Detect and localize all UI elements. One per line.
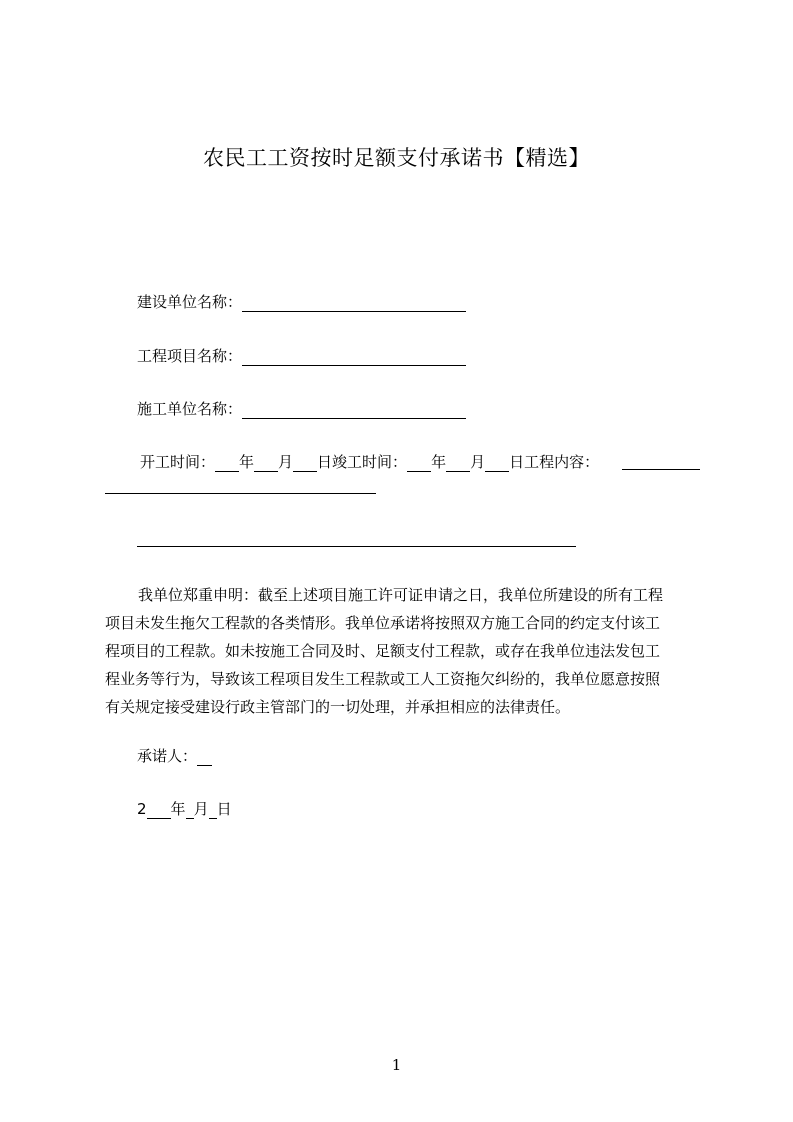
start-time-label: 开工时间：: [140, 453, 216, 471]
sign-date-row: [137, 799, 232, 819]
project-name-row: [137, 346, 466, 366]
end-month-unit: 月: [470, 453, 486, 471]
end-year-blank[interactable]: [407, 456, 431, 472]
project-content-blank-3[interactable]: [137, 546, 576, 547]
construction-unit-blank[interactable]: [242, 296, 466, 312]
project-content-blank-2[interactable]: [105, 493, 376, 494]
contractor-unit-blank[interactable]: [242, 403, 466, 419]
start-month-unit: 月: [278, 453, 294, 471]
project-name-blank[interactable]: [242, 350, 466, 366]
dates-row: [140, 452, 599, 472]
sign-year-unit: 年: [170, 800, 186, 818]
declaration-line: 项目未发生拖欠工程款的各类情形。我单位承诺将按照双方施工合同的约定支付该工: [105, 614, 661, 632]
start-month-blank[interactable]: [254, 456, 278, 472]
sign-day-blank[interactable]: [209, 803, 217, 819]
page-title: 农民工工资按时足额支付承诺书【精选】: [203, 146, 590, 170]
declaration-line: 程业务等行为，导致该工程项目发生工程款或工人工资拖欠纠纷的，我单位愿意按照: [105, 670, 661, 688]
page-number: 1: [391, 1056, 402, 1074]
declaration-paragraph: [105, 581, 699, 721]
sign-day-unit: 日: [216, 800, 232, 818]
declaration-line: 程项目的工程款。如未按施工合同及时、足额支付工程款，或存在我单位违法发包工: [105, 642, 661, 660]
promisor-label: 承诺人：: [137, 747, 198, 765]
contractor-unit-row: [137, 399, 466, 419]
end-year-unit: 年: [431, 453, 447, 471]
sign-month-unit: 月: [193, 800, 209, 818]
project-name-label: 工程项目名称：: [137, 347, 243, 365]
start-year-blank[interactable]: [215, 456, 239, 472]
end-month-blank[interactable]: [446, 456, 470, 472]
sign-month-blank[interactable]: [186, 803, 194, 819]
declaration-line: 有关规定接受建设行政主管部门的一切处理，并承担相应的法律责任。: [105, 698, 571, 716]
promisor-row: [137, 746, 212, 766]
promisor-blank[interactable]: [197, 750, 212, 766]
construction-unit-row: [137, 292, 466, 312]
start-year-unit: 年: [239, 453, 255, 471]
end-day-blank[interactable]: [485, 456, 509, 472]
sign-date-prefix: 2: [137, 800, 147, 818]
contractor-unit-label: 施工单位名称：: [137, 400, 243, 418]
declaration-line: 我单位郑重申明：截至上述项目施工许可证申请之日，我单位所建设的所有工程: [138, 586, 664, 604]
start-day-blank[interactable]: [293, 456, 317, 472]
construction-unit-label: 建设单位名称：: [137, 293, 243, 311]
project-content-label: 日工程内容：: [509, 453, 600, 471]
sign-year-blank[interactable]: [147, 803, 171, 819]
project-content-blank-1[interactable]: [622, 469, 700, 470]
completion-time-label: 日竣工时间：: [317, 453, 408, 471]
